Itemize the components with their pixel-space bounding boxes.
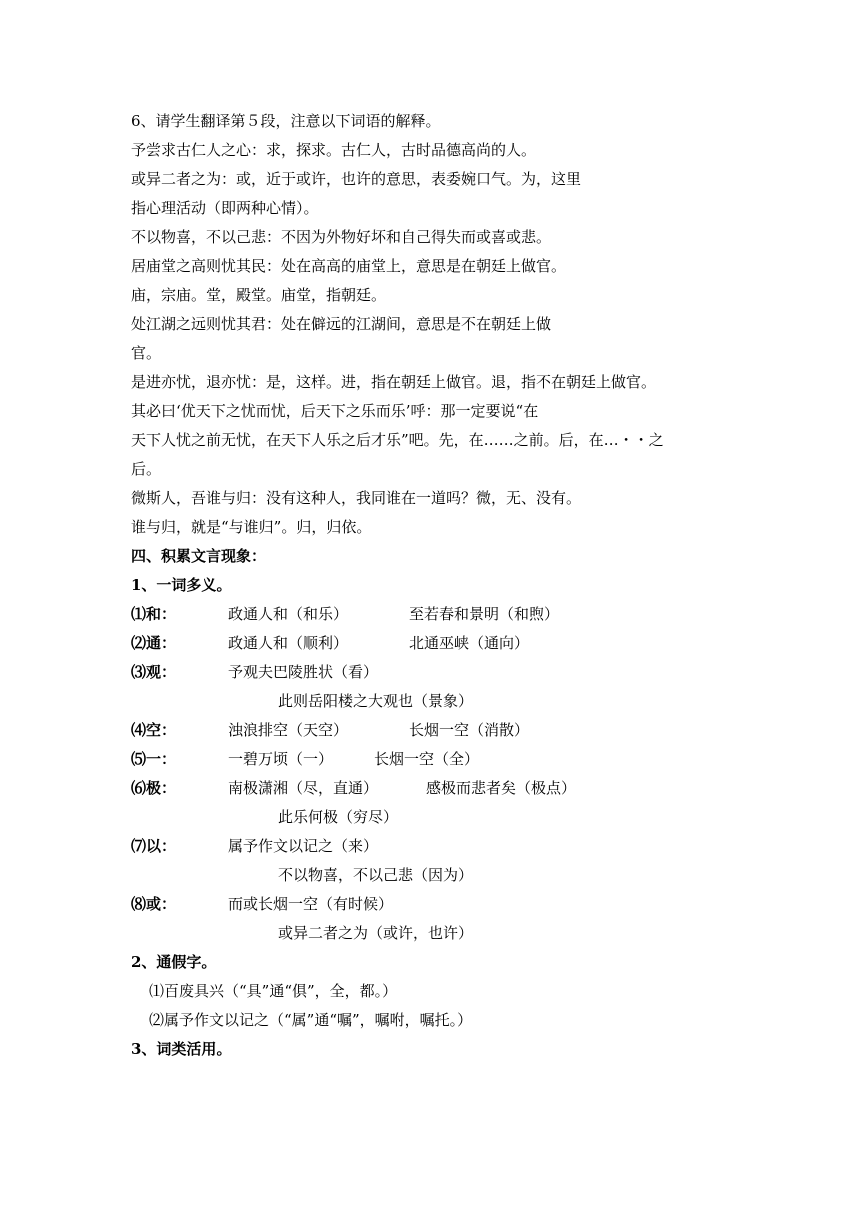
subsection-heading: 3、词类活用。: [131, 1040, 232, 1058]
word-label: ⑵通：: [131, 634, 177, 652]
word-label: ⑸一：: [131, 750, 177, 768]
text-line: 处江湖之远则忧其君：处在僻远的江湖间，意思是不在朝廷上做: [131, 315, 552, 333]
word-meaning: 一碧万顷（一）: [228, 750, 334, 768]
subsection-heading: 2、通假字。: [131, 953, 217, 971]
list-item: ⑴百废具兴（“具”通“俱”，全，都。）: [149, 982, 398, 1000]
word-meaning: 政通人和（和乐）: [228, 605, 349, 623]
word-label: ⑻或：: [131, 895, 177, 913]
text-line: 不以物喜，不以己悲：不因为外物好坏和自己得失而或喜或悲。: [131, 228, 552, 246]
word-meaning: 感极而悲者矣（极点）: [426, 779, 577, 797]
word-meaning: 北通巫峡（通向）: [409, 634, 530, 652]
word-meaning: 南极潇湘（尽，直通）: [228, 779, 379, 797]
text-line: 予尝求古仁人之心：求，探求。古仁人，古时品德高尚的人。: [131, 141, 537, 159]
word-meaning: 至若春和景明（和煦）: [409, 605, 560, 623]
word-meaning: 长烟一空（消散）: [409, 721, 530, 739]
text-line: 其必曰‘优天下之忧而忧，后天下之乐而乐’呼：那一定要说“在: [131, 402, 539, 420]
subsection-heading: 1、一词多义。: [131, 576, 232, 594]
word-meaning: 政通人和（顺利）: [228, 634, 349, 652]
word-meaning: 此乐何极（穷尽）: [278, 808, 399, 826]
word-meaning: 予观夫巴陵胜状（看）: [228, 663, 379, 681]
word-meaning: 而或长烟一空（有时候）: [228, 895, 394, 913]
text-line: 或异二者之为：或，近于或许，也许的意思，表委婉口气。为，这里: [131, 170, 582, 188]
text-line: 后。: [131, 460, 162, 478]
word-meaning: 长烟一空（全）: [374, 750, 480, 768]
text-line: 是进亦忧，退亦忧：是，这样。进，指在朝廷上做官。退，指不在朝廷上做官。: [131, 373, 657, 391]
section-heading: 四、积累文言现象：: [131, 547, 267, 565]
word-meaning: 浊浪排空（天空）: [228, 721, 349, 739]
word-meaning: 或异二者之为（或许，也许）: [278, 924, 474, 942]
text-line: 指心理活动（即两种心情）。: [131, 199, 319, 217]
word-label: ⑶观：: [131, 663, 177, 681]
word-label: ⑺以：: [131, 837, 177, 855]
text-line: 官。: [131, 344, 162, 362]
text-line: 居庙堂之高则忧其民：处在高高的庙堂上，意思是在朝廷上做官。: [131, 257, 567, 275]
text-line: 庙，宗庙。堂，殿堂。庙堂，指朝廷。: [131, 286, 387, 304]
text-line: 6、请学生翻译第５段，注意以下词语的解释。: [131, 112, 441, 130]
word-meaning: 此则岳阳楼之大观也（景象）: [278, 692, 474, 710]
word-meaning: 不以物喜，不以己悲（因为）: [278, 866, 474, 884]
word-meaning: 属予作文以记之（来）: [228, 837, 379, 855]
word-label: ⑹极：: [131, 779, 177, 797]
text-line: 谁与归，就是“与谁归”。归，归依。: [131, 518, 372, 536]
text-line: 微斯人，吾谁与归：没有这种人，我同谁在一道吗？微，无、没有。: [131, 489, 582, 507]
word-label: ⑴和：: [131, 605, 177, 623]
word-label: ⑷空：: [131, 721, 177, 739]
list-item: ⑵属予作文以记之（“属”通“嘱”，嘱咐，嘱托。）: [149, 1011, 473, 1029]
text-line: 天下人忧之前无忧，在天下人乐之后才乐”吧。先，在……之前。后，在…・・之: [131, 431, 664, 449]
